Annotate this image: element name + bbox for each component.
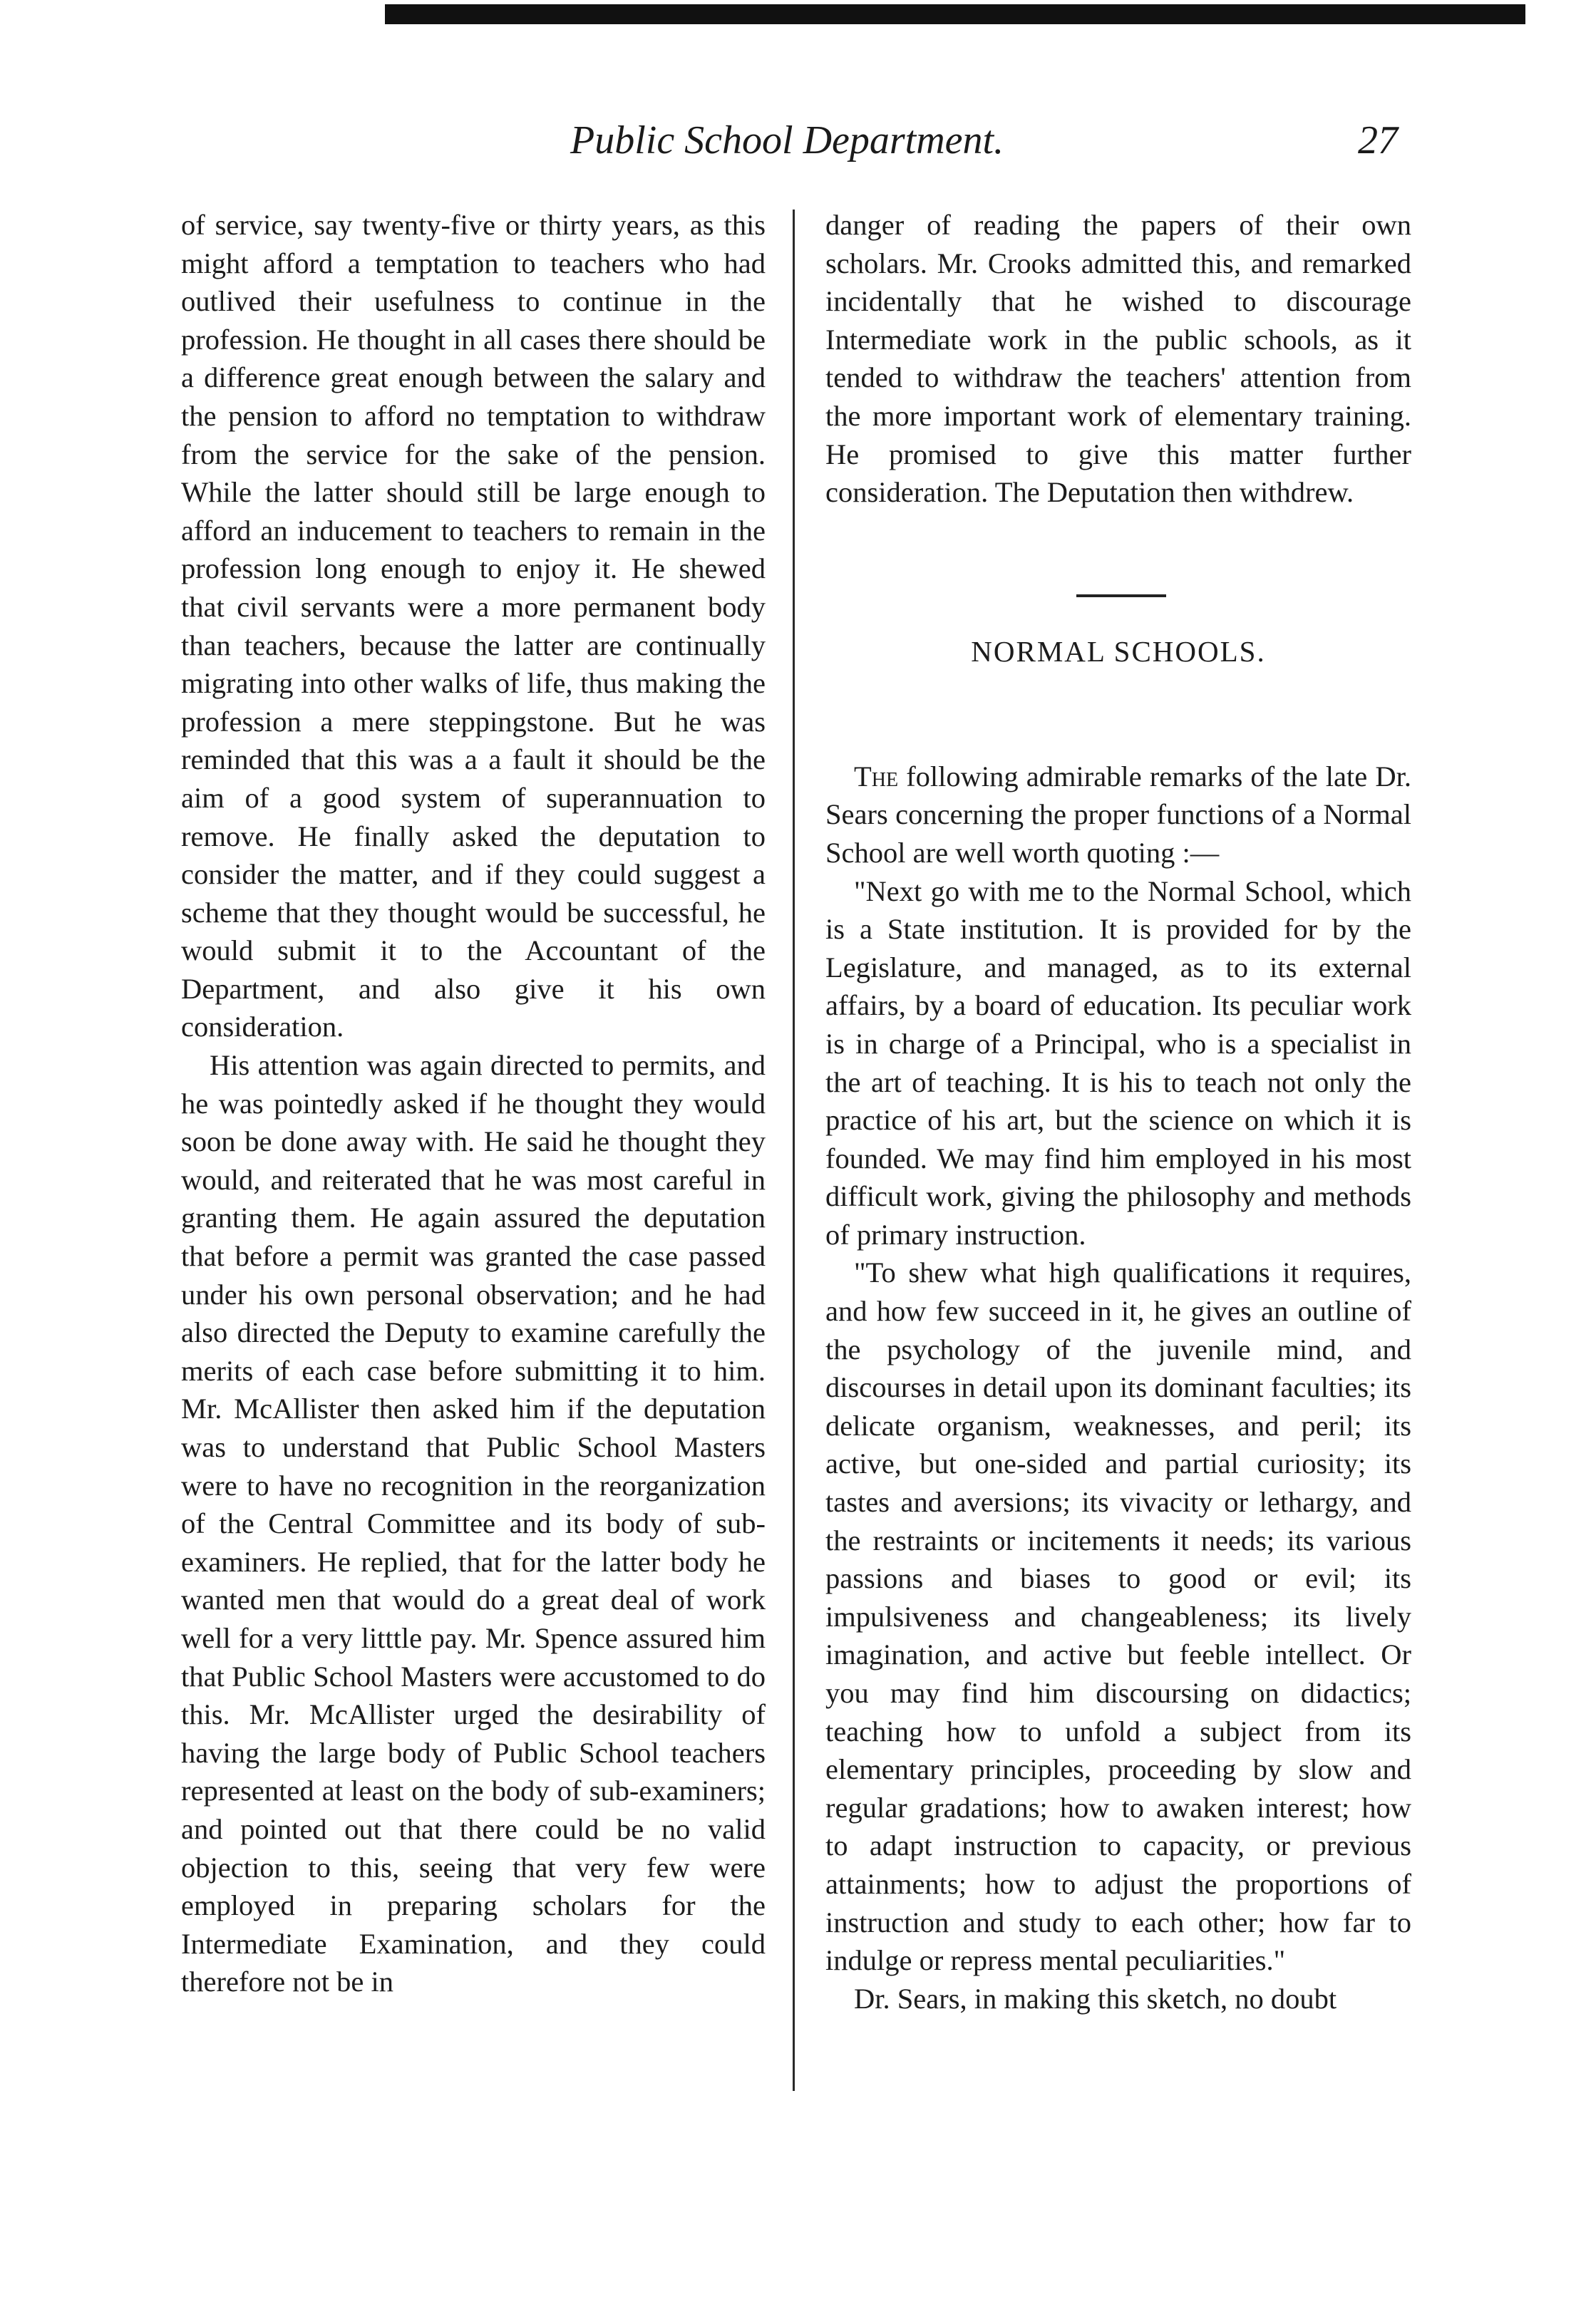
- paragraph: of service, say twenty-five or thirty years, as this might afford a temptation to teachers who had outlived their usefulness to continue in the profession. He thought in all cases there should be a difference great enough between the salary and the pension to afford no temptation to withdraw from the service for the sake of the pension. While the latter should still be large enough to afford an inducement to teachers to remain in the profession long enough to enjoy it. He shewed that civil servants were a more permanent body than teachers, because the latter are continually migrating into other walks of life, thus making the profession a mere steppingstone. But he was reminded that this was a a fault it should be the aim of a good system of superannuation to remove. He finally asked the deputation to consider the matter, and if they could suggest a scheme that they thought would be successful, he would submit it to the Accountant of the Department, and also give it his own consideration.: [181, 209, 766, 1043]
- page-header: [0, 118, 1581, 182]
- running-head: Public School Department.: [570, 118, 1004, 162]
- right-column: [825, 206, 1411, 2018]
- column-divider: [793, 210, 795, 2091]
- paragraph: [825, 758, 1411, 872]
- lead-word: The: [854, 760, 899, 792]
- paragraph: "Next go with me to the Normal School, which is a State institution. It is provided for by the Legislature, and managed, as to its external affairs, by a board of education. Its peculiar work is in charge of a Principal, who is a specialist in the art of teaching. It is his to teach not only the practice of his art, but the science on which it is founded. We may find him employed in his most difficult work, giving the philosophy and methods of primary instruction.: [825, 874, 1411, 1251]
- continuation-paragraph: danger of reading the papers of their own scholars. Mr. Crooks admitted this, and remarked incidentally that he wished to discourage Intermediate work in the public schools, as it tended to withdraw the teachers' attention from the more important work of elementary training. He promised to give this matter further consideration. The Deputation then withdrew.: [825, 209, 1411, 509]
- left-column: [181, 206, 766, 2001]
- section-rule: [1076, 594, 1166, 597]
- paragraph: His attention was again directed to permits, and he was pointedly asked if he thought they would soon be done away with. He said he thought they would, and reiterated that he was most careful in granting them. He again assured the deputation that before a permit was granted the case passed under his own personal observation; and he had also directed the Deputy to examine carefully the merits of each case before submitting it to him. Mr. McAllister then asked him if the deputation was to understand that Public School Masters were to have no recognition in the reorganization of the Central Committee and its body of sub-examiners. He replied, that for the latter body he wanted men that would do a great deal of work well for a very litttle pay. Mr. Spence assured him that Public School Masters were accustomed to do this. Mr. McAllister urged the desirability of having the large body of Public School teachers represented at least on the body of sub-examiners; and pointed out that there could be no valid objection to this, seeing that very few were employed in preparing scholars for the Intermediate Examination, and they could therefore not be in: [181, 1049, 766, 1998]
- paragraph: Dr. Sears, in making this sketch, no doubt: [854, 1982, 1337, 2015]
- page-number: 27: [1358, 118, 1398, 162]
- paragraph: "To shew what high qualifications it requires, and how few succeed in it, he gives an outline of the psychology of the juvenile mind, and discourses in detail upon its dominant faculties; its delicate organism, weaknesses, and peril; its active, but one-sided and partial curiosity; its tastes and aversions; its vivacity or lethargy, and the restraints or incitements it needs; its various passions and biases to good or evil; its impulsiveness and changeableness; its lively imagination, and active but feeble intellect. Or you may find him discoursing on didactics; teaching how to unfold a subject from its elementary principles, proceeding by slow and regular gradations; how to awaken interest; how to adapt instruction to capacity, or previous attainments; how to adjust the proportions of instruction and study to each other; how far to indulge or repress mental peculiarities.": [825, 1256, 1411, 1977]
- section-heading: NORMAL SCHOOLS.: [971, 635, 1266, 668]
- top-border-bar: [385, 4, 1525, 24]
- paragraph-text: following admirable remarks of the late Dr. Sears concerning the proper functions of a Normal School are well worth quoting :—: [825, 760, 1411, 869]
